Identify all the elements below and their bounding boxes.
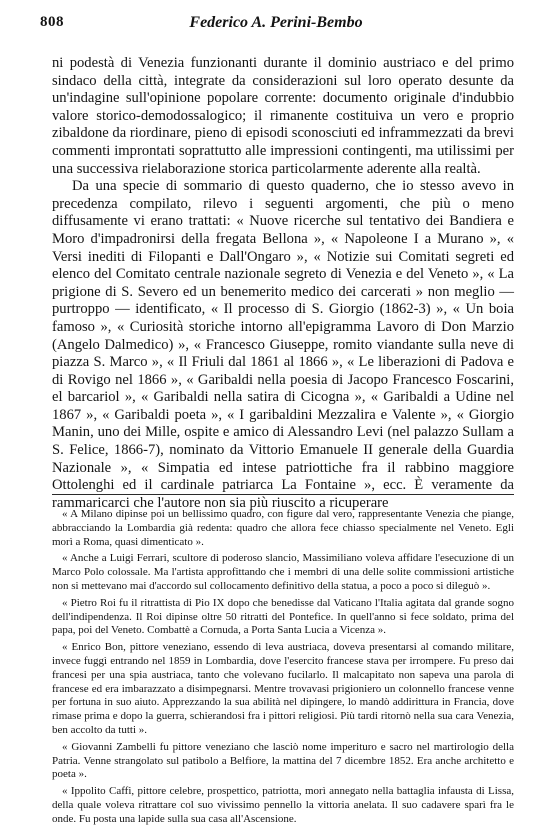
running-title: Federico A. Perini-Bembo [189, 14, 363, 31]
footnote-4: « Enrico Bon, pittore veneziano, essendo di leva austriaca, doveva presentarsi al comando militare, invece fuggì entrando nel 1859 in Lombardia, dove l'esercito francese stava per irrompere. Fu preso dai francesi per una spia austriaca, tanto che volevano fucilarlo. Il malcapitato non sapeva una parola di francese ed era imbarazzato a disimpegnarsi. Mentre trovavasi prigioniero un colonnello francese venne per fortuna in suo aiuto. Apprezzando la sua abilità nel dipingere, lo mandò addirittura in Francia, dove rimase prima e dopo la guerra, schierandosi fra i pittori religiosi. Più tardi ritornò nella sua cara Venezia, ben accolto da tutti ». [52, 641, 514, 736]
footnotes [52, 508, 514, 830]
footnote-6: « Ippolito Caffi, pittore celebre, prospettico, patriotta, morì annegato nella battaglia infausta di Lissa, della quale voleva ritrattare col suo vivissimo pennello la vittoria anelata. Il suo cadavere sparì fra le onde. Fu posta una lapide sulla sua casa all'Ascensione. [52, 785, 514, 825]
body-paragraph-2: Da una specie di sommario di questo quaderno, che io stesso avevo in precedenza compilato, rilevo i seguenti argomenti, che più o meno diffusamente vi erano trattati: « Nuove ricerche sul tentativo dei Bandiera e Moro d'impadronirsi della fregata Bellona », « Napoleone I a Murano », « Versi inediti di Filopanti e Dall'Ongaro », « Notizie sui Comitati segreti ed elenco del Comitato centrale nazionale segreto di Venezia e del Veneto », « La prigione di S. Severo ed un benemerito medico dei carcerati » non meglio — purtroppo — identificato, « Il processo di S. Giorgio (1862-3) », « Un boia famoso », « Curiosità storiche intorno all'epigramma Lavoro di Don Marzio (Angelo Dalmedico) », « Francesco Giuseppe, romito viandante sulla neve di piazza S. Marco », « Il Friuli dal 1861 al 1866 », « Le liberazioni di Padova e di Rovigo nel 1866 », « Garibaldi nella poesia di Jacopo Francesco Foscarini, el barcariol », « Garibaldi nella satira di Cicogna », « Garibaldi a Udine nel 1867 », « Garibaldi poeta », « I garibaldini Mezzalira e Valente », « Giorgio Manin, uno dei Mille, ospite e amico di Alessandro Levi (nel palazzo Sullam a S. Felice, 1866-7), nominato da Vittorio Emanuele II generale della Guardia Nazionale », « Simpatia ed intese patriottiche fra il rabbino maggiore Ottolenghi ed il cardinale patriarca La Fontaine », ecc. È veramente da rammaricarci che l'autore non sia più riuscito a ricuperare [52, 178, 514, 511]
page-number: 808 [40, 14, 64, 30]
footnote-2: « Anche a Luigi Ferrari, scultore di poderoso slancio, Massimiliano voleva affidare l'esecuzione di un Marco Polo colossale. Ma l'artista approfittando che i membri di una delle solite commissioni artistiche non si mettevano mai d'accordo sul collocamento definitivo della statua, a poco a poco si dileguò ». [52, 552, 514, 592]
footnote-3: « Pietro Roi fu il ritrattista di Pio IX dopo che benedisse dal Vaticano l'Italia agitata dal grande sogno dell'indipendenza. Il Roi dipinse oltre 50 ritratti del Pontefice. In quell'anno si fece soldato, prima del papa, poi del Veneto. Combattè a Cornuda, a Porta Santa Lucia a Vicenza ». [52, 596, 514, 637]
body-paragraph-1: ni podestà di Venezia funzionanti durante il dominio austriaco e del primo sindaco della città, integrate da considerazioni sul loro operato desunte da un'indagine sull'opinione popolare corrente: documento originale d'indubbio valore storico-demodossalogico; il rimanente costituiva un vero e proprio zibaldone da riordinare, pieno di episodi sconosciuti ed inframmezzati da brevi commenti improntati soprattutto alle impressioni contingenti, ma utilissimi per una successiva rielaborazione storica particolarmente aderente alla realtà. [52, 55, 514, 177]
body-text [52, 55, 514, 512]
footnote-1: « A Milano dipinse poi un bellissimo quadro, con figure dal vero, rappresentante Venezia che piange, abbracciando la Lombardia già redenta: quadro che allora fece chiasso specialmente nel Veneto. Egli morì a Roma, quasi dimenticato ». [52, 508, 514, 548]
footnote-separator [52, 494, 514, 495]
footnote-5: « Giovanni Zambelli fu pittore veneziano che lasciò nome imperituro e sacro nel martirologio della Patria. Venne strangolato sul patibolo a Belfiore, la mattina del 7 dicembre 1852. Era anche architetto e poeta ». [52, 740, 514, 781]
page-header [40, 14, 512, 36]
